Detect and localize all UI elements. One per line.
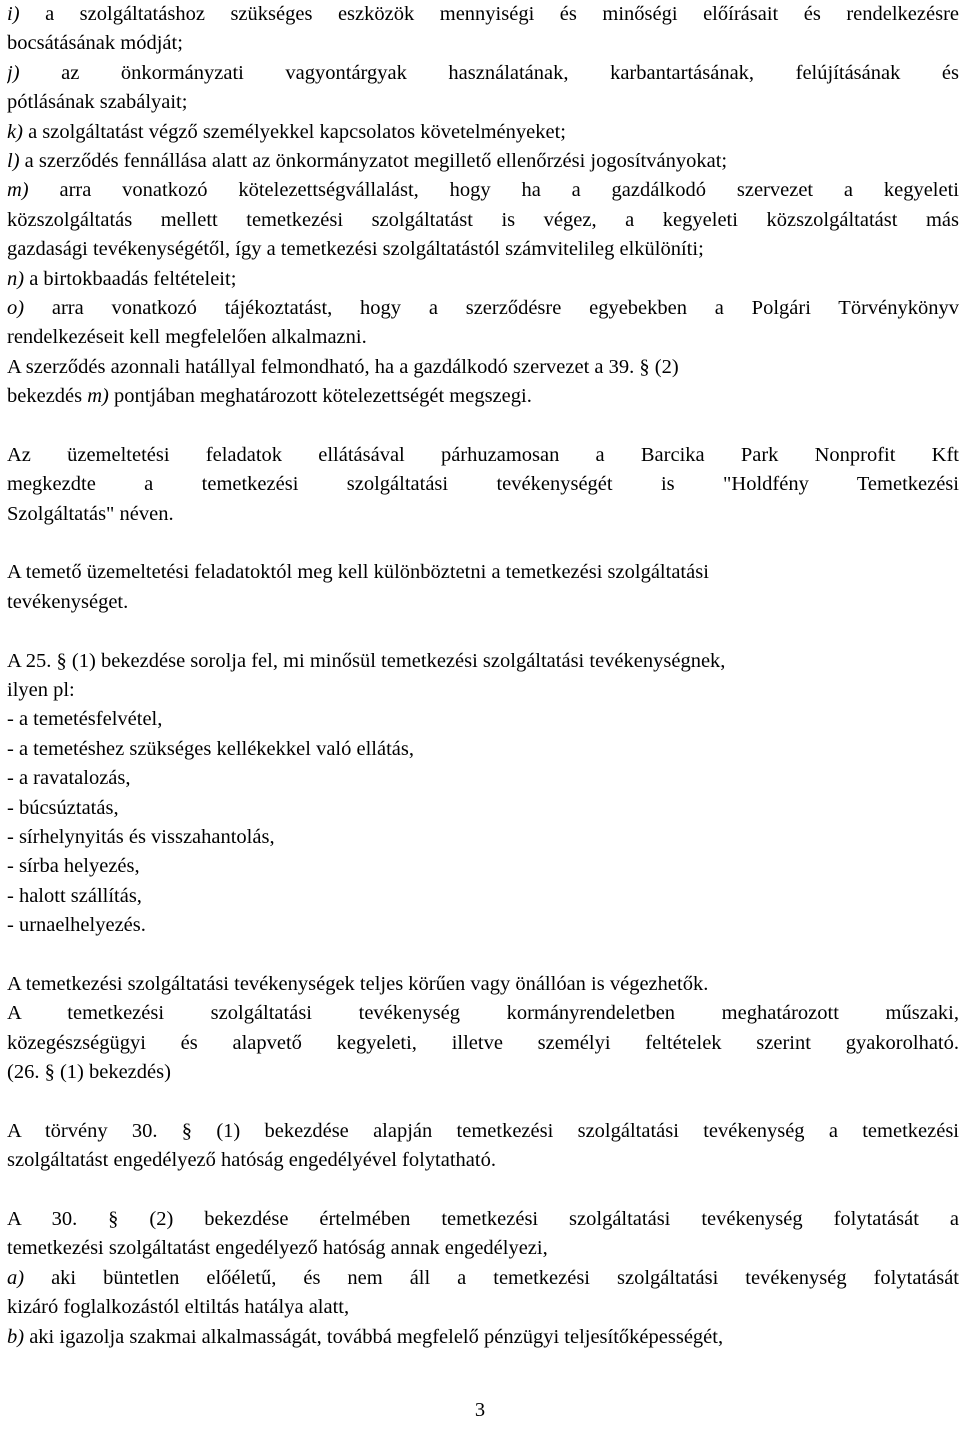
list-item: - a temetéshez szükséges kellékekkel való ellátás, xyxy=(7,737,414,760)
item-text: aki büntetlen előéletű, és nem áll a temetkezési szolgáltatási tevékenység folytatását xyxy=(51,1266,959,1289)
item-text: a birtokbaadás feltételeit; xyxy=(29,267,237,290)
list-item: - búcsúztatás, xyxy=(7,796,119,819)
item-text: gazdasági tevékenységétől, így a temetkezési szolgáltatástól számvitelileg elkülöníti; xyxy=(7,238,704,261)
list-item-n xyxy=(7,265,959,294)
page-number: 3 xyxy=(474,1399,486,1421)
list-item: - a ravatalozás, xyxy=(7,767,131,790)
paragraph-line: A szerződés azonnali hatállyal felmondható, ha a gazdálkodó szervezet a 39. § (2) xyxy=(7,355,679,378)
spacer xyxy=(7,1087,959,1116)
section-30-2-paragraph xyxy=(7,1205,959,1352)
paragraph-line: A temetkezési szolgáltatási tevékenységek teljes körűen vagy önállóan is végezhetők. xyxy=(7,972,709,995)
section-30-1-paragraph xyxy=(7,1117,959,1176)
spacer xyxy=(7,617,959,646)
paragraph-line: megkezdte a temetkezési szolgáltatási tevékenységét is "Holdfény Temetkezési xyxy=(7,473,959,496)
paragraph-line: szolgáltatást engedélyező hatóság engedélyével folytatható. xyxy=(7,1149,496,1172)
list-item-k xyxy=(7,118,959,147)
paragraph-line: közegészségügyi és alapvető kegyeleti, illetve személyi feltételek szerint gyakorolható. xyxy=(7,1031,959,1054)
item-text: arra vonatkozó kötelezettségvállalást, hogy ha a gazdálkodó szervezet a kegyeleti xyxy=(59,179,959,202)
item-marker: o) xyxy=(7,296,25,319)
item-text: bocsátásának módját; xyxy=(7,32,183,55)
item-marker: i) xyxy=(7,3,20,25)
spacer xyxy=(7,411,959,440)
list-item-o xyxy=(7,294,959,353)
scope-paragraph xyxy=(7,970,959,1088)
item-marker: a) xyxy=(7,1266,25,1289)
item-text: a szolgáltatáshoz szükséges eszközök mennyiségi és minőségi előírásait és rendelkezésre xyxy=(45,3,959,25)
item-text: kizáró foglalkozástól eltiltás hatálya alatt, xyxy=(7,1296,350,1319)
item-text: a szolgáltatást végző személyekkel kapcsolatos követelményeket; xyxy=(28,120,566,143)
item-text: aki igazolja szakmai alkalmasságát, továbbá megfelelő pénzügyi teljesítőképességét, xyxy=(29,1325,724,1348)
list-item: - sírba helyezés, xyxy=(7,855,140,878)
list-item: - urnaelhelyezés. xyxy=(7,914,146,937)
distinguish-paragraph xyxy=(7,558,959,617)
paragraph-line: ilyen pl: xyxy=(7,678,75,701)
document-page xyxy=(7,0,959,1352)
spacer xyxy=(7,529,959,558)
item-marker: m) xyxy=(7,179,29,202)
paragraph-line: Az üzemeltetési feladatok ellátásával párhuzamosan a Barcika Park Nonprofit Kft xyxy=(7,443,959,466)
list-item: - sírhelynyitás és visszahantolás, xyxy=(7,825,275,848)
paragraph-line: A 25. § (1) bekezdése sorolja fel, mi minősül temetkezési szolgáltatási tevékenységnek, xyxy=(7,649,726,672)
termination-paragraph xyxy=(7,353,959,412)
item-marker: n) xyxy=(7,267,25,290)
item-text: közszolgáltatás mellett temetkezési szolgáltatást is végez, a kegyeleti közszolgáltatást más xyxy=(7,208,959,231)
list-item: - halott szállítás, xyxy=(7,884,142,907)
item-marker: l) xyxy=(7,149,20,172)
list-item-l xyxy=(7,147,959,176)
section-25-paragraph xyxy=(7,647,959,941)
paragraph-line: temetkezési szolgáltatást engedélyező hatóság annak engedélyezi, xyxy=(7,1237,548,1260)
item-marker: b) xyxy=(7,1325,25,1348)
item-text: a szerződés fennállása alatt az önkormányzatot megillető ellenőrzési jogosítványokat; xyxy=(24,149,728,172)
paragraph-line: A törvény 30. § (1) bekezdése alapján temetkezési szolgáltatási tevékenység a temetkezési xyxy=(7,1119,959,1142)
paragraph-text: bekezdés xyxy=(7,385,88,408)
item-text: pótlásának szabályait; xyxy=(7,91,188,114)
spacer xyxy=(7,1176,959,1205)
item-marker: k) xyxy=(7,120,23,143)
item-text: rendelkezéseit kell megfelelően alkalmazni. xyxy=(7,326,367,349)
item-marker: m) xyxy=(87,385,109,408)
item-text: arra vonatkozó tájékoztatást, hogy a szerződésre egyebekben a Polgári Törvénykönyv xyxy=(51,296,959,319)
list-item-m xyxy=(7,176,959,264)
paragraph-line: A temető üzemeltetési feladatoktól meg kell különböztetni a temetkezési szolgáltatási xyxy=(7,561,709,584)
paragraph-line: A temetkezési szolgáltatási tevékenység kormányrendeletben meghatározott műszaki, xyxy=(7,1002,959,1025)
list-item-i xyxy=(7,0,959,59)
paragraph-line: Szolgáltatás" néven. xyxy=(7,502,174,525)
spacer xyxy=(7,941,959,970)
operation-paragraph xyxy=(7,441,959,529)
paragraph-text: pontjában meghatározott kötelezettségét megszegi. xyxy=(108,385,532,408)
paragraph-line: (26. § (1) bekezdés) xyxy=(7,1061,171,1084)
item-text: az önkormányzati vagyontárgyak használatának, karbantartásának, felújításának és xyxy=(61,61,959,84)
list-item: - a temetésfelvétel, xyxy=(7,708,163,731)
item-marker: j) xyxy=(7,61,20,84)
paragraph-line: A 30. § (2) bekezdése értelmében temetkezési szolgáltatási tevékenység folytatását a xyxy=(7,1208,959,1231)
paragraph-line: tevékenységet. xyxy=(7,590,129,613)
list-item-j xyxy=(7,59,959,118)
